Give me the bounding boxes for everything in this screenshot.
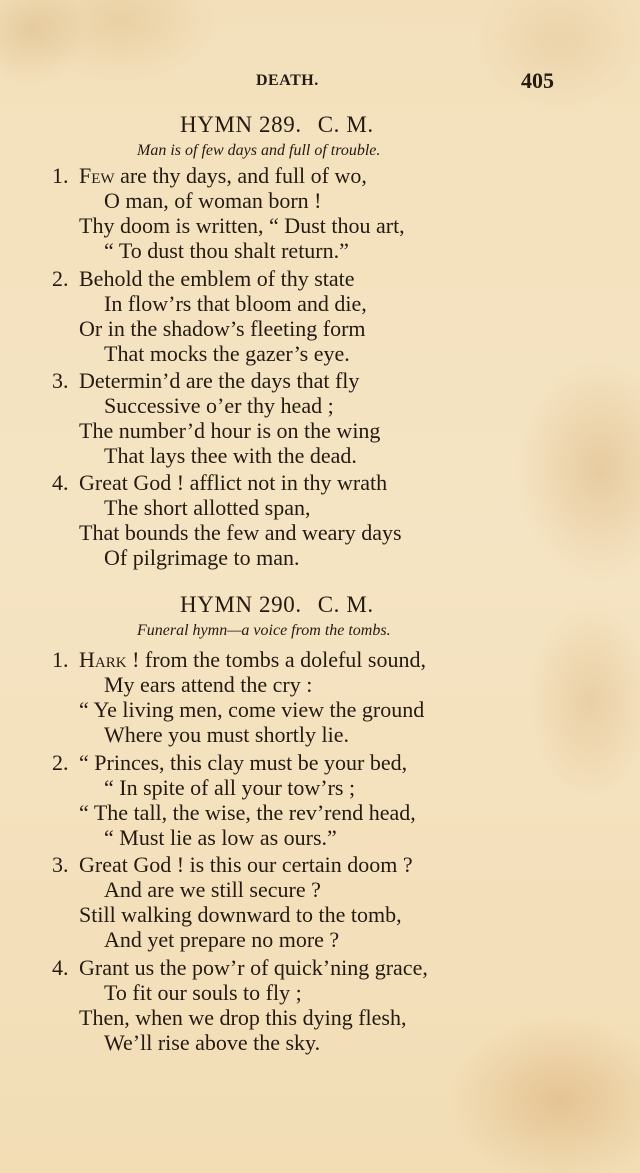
stanza-line: Successive o’er thy head ;	[104, 393, 334, 418]
stanza-line: Of pilgrimage to man.	[104, 545, 300, 570]
stanza-number: 2.	[52, 266, 69, 291]
stanza-line: “ The tall, the wise, the rev’rend head,	[79, 800, 416, 825]
stanza-line: “ Ye living men, come view the ground	[79, 697, 425, 722]
stanza-number: 1.	[52, 647, 69, 672]
stanza-number: 3.	[52, 852, 69, 877]
stanza-number: 1.	[52, 163, 69, 188]
hymn-number: HYMN 290.	[180, 592, 302, 617]
stanza-line: Then, when we drop this dying flesh,	[79, 1005, 407, 1030]
stanza-line: In flow’rs that bloom and die,	[104, 291, 367, 316]
hymn-meter: C. M.	[317, 592, 374, 617]
page-number: 405	[521, 68, 554, 93]
stanza-line: The short allotted span,	[104, 495, 311, 520]
stanza-line: Thy doom is written, “ Dust thou art,	[79, 213, 405, 238]
stanza-line: “ Must lie as low as ours.”	[104, 825, 337, 850]
hymn-meter: C. M.	[317, 112, 374, 137]
stanza-line: That mocks the gazer’s eye.	[104, 341, 350, 366]
book-page: DEATH. 405 HYMN 289. C. M. Man is of few days and full of trouble. 1. Few are thy days, and full of wo, O man, of woman born ! Thy doom is written, “ Dust thou art, “ To dust thou shalt return.” 2. Behold the emblem of thy state In flow’rs that bloom and die, Or in the shadow’s fleeting form That mocks the gazer’s eye. 3. Determin’d are the days that fly Successive o’er thy head ; The number’d hour is on the wing That lays thee with the dead. 4. Great God ! afflict not in thy wrath The short allotted span, That bounds the few and weary days Of pilgrimage to man. HYMN 290. C. M. Funeral hymn—a voice from the tombs. 1. Hark ! from the tombs a doleful sound, My ears attend the cry : “ Ye living men, come view the ground Where you must shortly lie. 2. “ Princes, this clay must be your bed, “ In spite of all your tow’rs ; “ The tall, the wise, the rev’rend head, “ Must lie as low as ours.” 3. Great God ! is this our certain doom ? And are we still secure ? Still walking downward to the tomb, And yet prepare no more ? 4. Grant us the pow’r of quick’ning grace, To fit our souls to fly ; Then, when we drop this dying flesh, We’ll rise above the sky.	[52, 68, 554, 1055]
stanza-line: That bounds the few and weary days	[79, 520, 402, 545]
stanza-line: “ To dust thou shalt return.”	[104, 238, 349, 263]
stanza-line: The number’d hour is on the wing	[79, 418, 381, 443]
stanza-line: That lays thee with the dead.	[104, 443, 357, 468]
stanza-number: 2.	[52, 750, 69, 775]
running-head: DEATH.	[256, 72, 319, 89]
small-caps-word: Few	[79, 163, 115, 188]
hymn-289-title	[180, 112, 374, 138]
stanza-line: Where you must shortly lie.	[104, 722, 350, 747]
stanza-line: We’ll rise above the sky.	[104, 1030, 321, 1055]
stanza-number: 4.	[52, 955, 69, 980]
hymn-number: HYMN 289.	[180, 112, 302, 137]
stanza-line: Or in the shadow’s fleeting form	[79, 316, 366, 341]
hymn-290-subtitle: Funeral hymn—a voice from the tombs.	[137, 622, 391, 639]
stanza-number: 4.	[52, 470, 69, 495]
stanza-line: Still walking downward to the tomb,	[79, 902, 402, 927]
stanza-line: “ In spite of all your tow’rs ;	[104, 775, 356, 800]
stanza-line: To fit our souls to fly ;	[104, 980, 302, 1005]
stanza-line: And yet prepare no more ?	[104, 927, 340, 952]
hymn-289-subtitle: Man is of few days and full of trouble.	[137, 142, 381, 159]
stanza-line: And are we still secure ?	[104, 877, 321, 902]
stanza-line: My ears attend the cry :	[104, 672, 313, 697]
small-caps-word: Hark	[79, 647, 127, 672]
stanza-line: O man, of woman born !	[104, 188, 322, 213]
hymn-290-title	[180, 592, 374, 618]
stanza-number: 3.	[52, 368, 69, 393]
